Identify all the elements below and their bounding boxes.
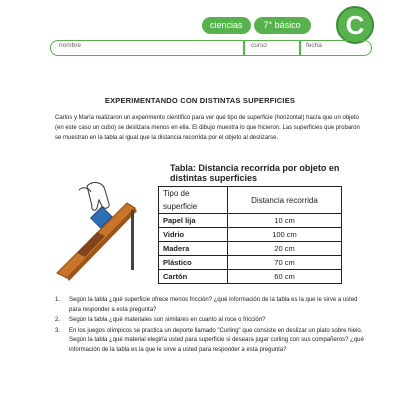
table-row bbox=[159, 242, 342, 256]
course-field-label: curso bbox=[251, 42, 267, 49]
table-row bbox=[159, 214, 342, 228]
table-title: Tabla: Distancia recorrida por objeto en distintas superficies bbox=[170, 163, 340, 183]
surface-cell: Madera bbox=[159, 242, 228, 256]
table-header-row bbox=[159, 187, 342, 214]
subject-badge: ciencias bbox=[202, 17, 251, 34]
question-text: En los juegos olímpicos se practica un deporte llamado "Curling" que consiste en deslizar un plato sobre hielo. Según la tabla ¿qué material elegiría usted para superficie si deseara jugar curling con sus compañeros? ¿qué información de la tabla es la que le sirve a usted para responder a esta pregunta? bbox=[69, 327, 364, 353]
question-list bbox=[55, 296, 365, 356]
table-row bbox=[159, 270, 342, 284]
question-number: 2. bbox=[55, 317, 61, 323]
divider bbox=[243, 41, 245, 55]
question-item bbox=[55, 296, 365, 315]
table-row bbox=[159, 256, 342, 270]
surface-cell: Plástico bbox=[159, 256, 228, 270]
distance-table bbox=[158, 186, 342, 284]
table-row bbox=[159, 228, 342, 242]
question-item bbox=[55, 316, 365, 326]
surface-cell: Vidrio bbox=[159, 228, 228, 242]
header-badges bbox=[202, 17, 314, 34]
level-letter-badge: C bbox=[336, 6, 374, 44]
surface-cell: Cartón bbox=[159, 270, 228, 284]
student-info-bar bbox=[50, 40, 372, 56]
intro-paragraph: Carlos y María realizaron un experimento científico para ver qué tipo de superficie (horizontal) hacía que un objeto (en este caso un cubo) se deslizara menos en ella. El dibujo muestra lo que hicieron. Las superficies que probaron se muestran en la tabla al igual que la distancia recorrida por el objeto al deslizarse. bbox=[55, 115, 360, 141]
question-text: Según la tabla ¿qué materiales son similares en cuanto al roce o fricción? bbox=[69, 317, 266, 323]
question-number: 1. bbox=[55, 297, 61, 303]
question-item bbox=[55, 327, 365, 356]
distance-cell: 20 cm bbox=[228, 242, 342, 256]
date-field-label: fecha bbox=[306, 42, 322, 49]
distance-cell: 10 cm bbox=[228, 214, 342, 228]
question-text: Según la tabla ¿qué superficie ofrece menos fricción? ¿qué información de la tabla es la que le sirve a usted para responder a esta pregunta? bbox=[69, 297, 358, 313]
surface-cell: Papel lija bbox=[159, 214, 228, 228]
question-number: 3. bbox=[55, 327, 61, 334]
worksheet-title: EXPERIMENTANDO CON DISTINTAS SUPERFICIES bbox=[104, 96, 296, 105]
column-header: Distancia recorrida bbox=[228, 187, 342, 214]
hand-ramp-cube-illustration bbox=[47, 178, 147, 283]
distance-cell: 60 cm bbox=[228, 270, 342, 284]
level-badge: 7° básico bbox=[254, 17, 311, 34]
distance-cell: 70 cm bbox=[228, 256, 342, 270]
distance-cell: 100 cm bbox=[228, 228, 342, 242]
name-field-label: nombre bbox=[59, 42, 82, 49]
divider bbox=[299, 41, 301, 55]
column-header: Tipo de superficie bbox=[159, 187, 228, 214]
